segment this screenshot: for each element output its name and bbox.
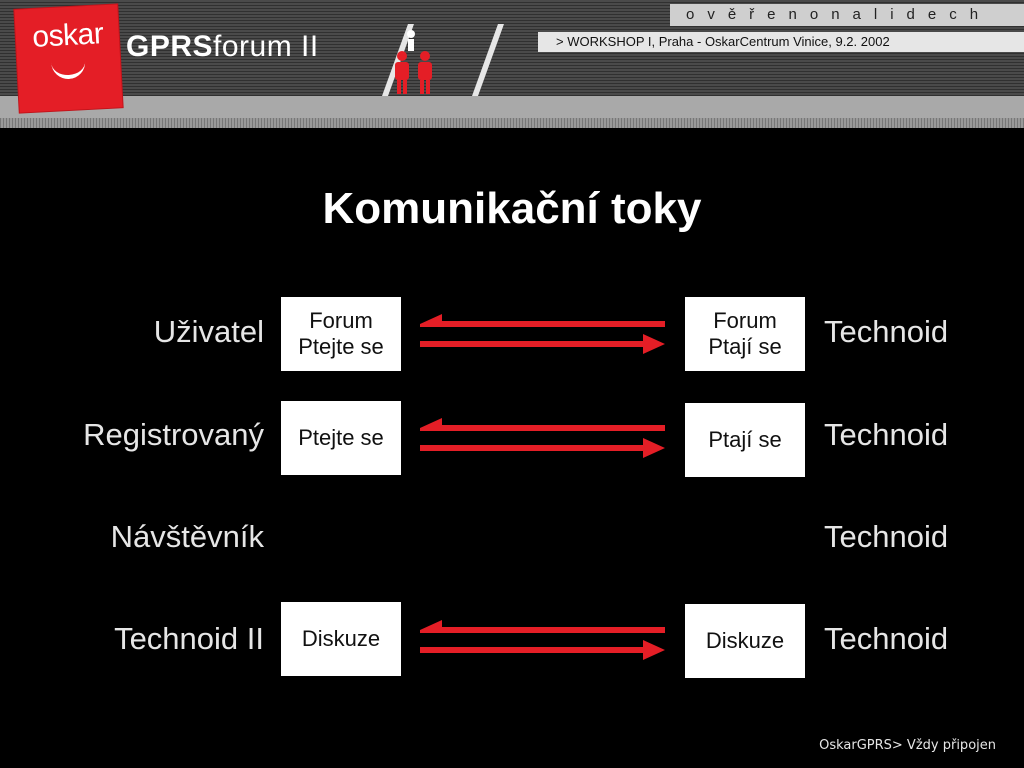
slide-title: Komunikační toky	[322, 184, 702, 233]
right-box-line: Forum	[713, 308, 777, 333]
left-box-line: Ptejte se	[298, 425, 384, 450]
header-banner	[0, 0, 1024, 128]
right-box-row1	[685, 297, 805, 371]
left-box-row1	[281, 297, 401, 371]
left-box-line: Diskuze	[301, 626, 381, 651]
right-box-row2	[685, 403, 805, 477]
bidirectional-arrows-icon	[420, 418, 665, 458]
left-box-row2	[281, 401, 401, 475]
left-box-row4	[281, 602, 401, 676]
product-title-bold: GPRS	[126, 30, 214, 63]
right-box-row4	[685, 604, 805, 678]
left-label-registrovany: Registrovaný	[83, 417, 264, 452]
workshop-caption: > WORKSHOP I, Praha - OskarCentrum Vinice, 9.2. 2002	[538, 32, 1024, 52]
bidirectional-arrows-icon	[420, 620, 665, 660]
left-label-navstevnik: Návštěvník	[110, 519, 264, 554]
left-box-line: Ptejte se	[298, 334, 384, 359]
oskar-logo	[14, 4, 122, 112]
tagline: ověřenonalidech	[670, 4, 1024, 26]
product-title	[126, 30, 319, 64]
right-box-line: Ptají se	[708, 427, 782, 452]
bidirectional-arrows-icon	[420, 314, 665, 354]
footer-slogan: OskarGPRS> Vždy připojen	[819, 738, 996, 753]
logo-smile-icon	[51, 58, 86, 80]
right-box-line: Diskuze	[705, 628, 785, 653]
header-strip	[0, 118, 1024, 128]
left-label-technoid-ii: Technoid II	[114, 621, 264, 656]
right-label-technoid: Technoid	[824, 519, 949, 554]
right-label-technoid: Technoid	[824, 621, 949, 656]
product-title-rest: forum II	[213, 30, 319, 63]
right-box-line: Ptají se	[708, 334, 782, 359]
left-label-uzivatel: Uživatel	[153, 314, 264, 349]
people-graphic-icon	[362, 20, 522, 100]
logo-text: oskar	[31, 17, 105, 54]
right-label-technoid: Technoid	[824, 417, 949, 452]
right-label-technoid: Technoid	[824, 314, 949, 349]
left-box-line: Forum	[309, 308, 373, 333]
